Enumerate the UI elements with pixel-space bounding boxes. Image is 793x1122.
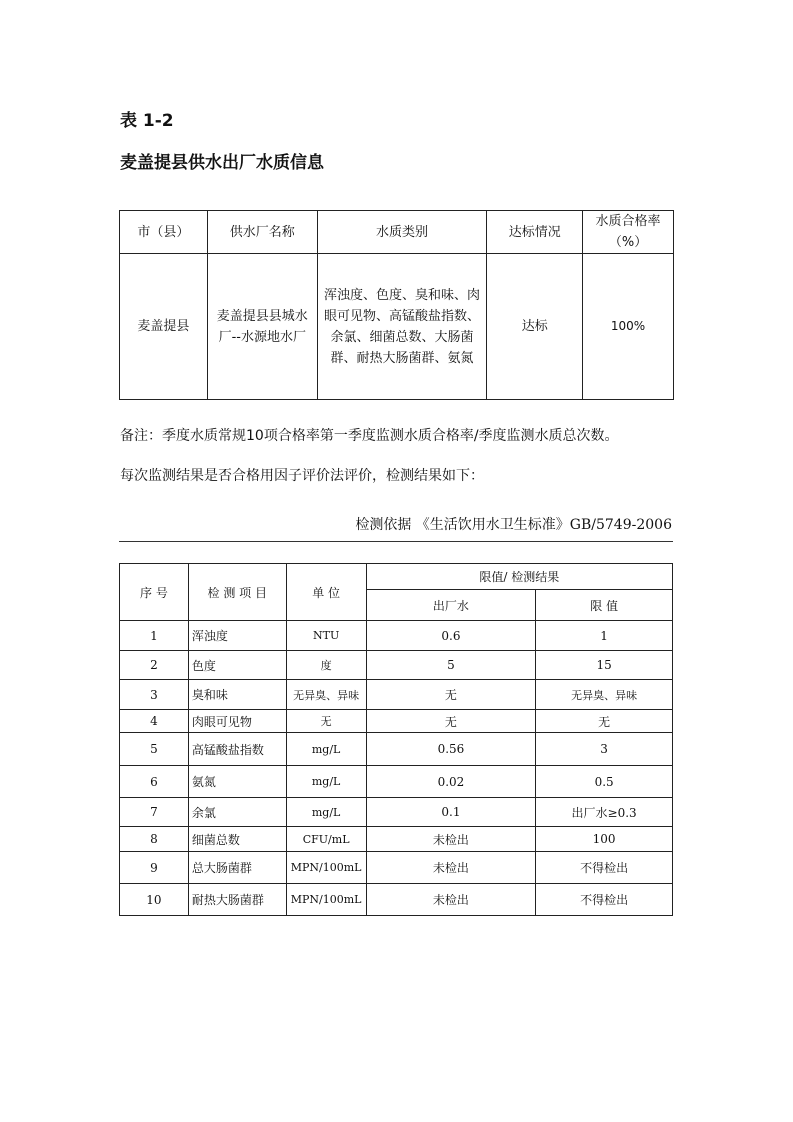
table-row	[120, 884, 673, 916]
row-limit: 15	[536, 651, 673, 680]
row-limit: 无异臭、异味	[536, 680, 673, 710]
row-no: 3	[120, 680, 189, 710]
row-item: 肉眼可见物	[188, 710, 286, 733]
header-item: 检 测 项 目	[188, 564, 286, 621]
table-row	[120, 621, 673, 651]
row-no: 10	[120, 884, 189, 916]
row-no: 6	[120, 766, 189, 798]
header-category: 水质类别	[317, 211, 487, 254]
row-unit: mg/L	[286, 766, 366, 798]
row-limit: 100	[536, 827, 673, 852]
header-rate-line1: 水质合格率	[595, 214, 661, 229]
row-outlet: 0.6	[366, 621, 536, 651]
row-item: 色度	[188, 651, 286, 680]
row-no: 8	[120, 827, 189, 852]
row-outlet: 0.56	[366, 733, 536, 766]
header-status: 达标情况	[487, 211, 583, 254]
row-unit: CFU/mL	[286, 827, 366, 852]
table-row	[120, 852, 673, 884]
table-row	[120, 798, 673, 827]
row-no: 4	[120, 710, 189, 733]
header-rate-line2: （%）	[608, 235, 648, 250]
row-item: 浑浊度	[188, 621, 286, 651]
row-outlet: 未检出	[366, 884, 536, 916]
summary-header-row	[120, 211, 674, 254]
row-item: 臭和味	[188, 680, 286, 710]
row-unit: 无异臭、异味	[286, 680, 366, 710]
header-unit: 单 位	[286, 564, 366, 621]
table-row	[120, 710, 673, 733]
table-row	[120, 680, 673, 710]
row-item: 高锰酸盐指数	[188, 733, 286, 766]
cell-city: 麦盖提县	[120, 254, 208, 400]
table-row	[120, 733, 673, 766]
row-limit: 不得检出	[536, 852, 673, 884]
detail-table	[119, 563, 673, 916]
row-outlet: 0.02	[366, 766, 536, 798]
header-no: 序 号	[120, 564, 189, 621]
row-unit: 无	[286, 710, 366, 733]
row-no: 7	[120, 798, 189, 827]
row-outlet: 无	[366, 710, 536, 733]
header-limit: 限 值	[536, 590, 673, 621]
header-city: 市（县）	[120, 211, 208, 254]
page-title: 麦盖提县供水出厂水质信息	[120, 153, 324, 173]
row-limit: 出厂水≥0.3	[536, 798, 673, 827]
test-basis: 检测依据 《生活饮用水卫生标准》GB/5749-2006	[355, 517, 672, 533]
row-outlet: 未检出	[366, 827, 536, 852]
cell-category: 浑浊度、色度、臭和味、肉眼可见物、高锰酸盐指数、余氯、细菌总数、大肠菌群、耐热大肠菌群、氨氮	[317, 254, 487, 400]
row-limit: 无	[536, 710, 673, 733]
row-item: 余氯	[188, 798, 286, 827]
row-unit: mg/L	[286, 733, 366, 766]
row-outlet: 0.1	[366, 798, 536, 827]
summary-data-row	[120, 254, 674, 400]
row-no: 5	[120, 733, 189, 766]
cell-status: 达标	[487, 254, 583, 400]
row-unit: MPN/100mL	[286, 852, 366, 884]
detail-header-row-1	[120, 564, 673, 590]
table-row	[120, 651, 673, 680]
header-plant: 供水厂名称	[207, 211, 317, 254]
header-rate	[583, 211, 674, 254]
row-item: 氨氮	[188, 766, 286, 798]
row-limit: 不得检出	[536, 884, 673, 916]
row-outlet: 5	[366, 651, 536, 680]
row-no: 2	[120, 651, 189, 680]
row-item: 细菌总数	[188, 827, 286, 852]
row-limit: 3	[536, 733, 673, 766]
row-item: 总大肠菌群	[188, 852, 286, 884]
row-outlet: 未检出	[366, 852, 536, 884]
row-no: 1	[120, 621, 189, 651]
cell-rate: 100%	[583, 254, 674, 400]
row-unit: NTU	[286, 621, 366, 651]
table-row	[120, 766, 673, 798]
row-outlet: 无	[366, 680, 536, 710]
note-remark: 备注：季度水质常规10项合格率第一季度监测水质合格率/季度监测水质总次数。	[120, 428, 619, 444]
header-group: 限值/ 检测结果	[366, 564, 672, 590]
row-unit: 度	[286, 651, 366, 680]
row-limit: 1	[536, 621, 673, 651]
row-limit: 0.5	[536, 766, 673, 798]
row-unit: MPN/100mL	[286, 884, 366, 916]
row-no: 9	[120, 852, 189, 884]
row-item: 耐热大肠菌群	[188, 884, 286, 916]
summary-table	[119, 210, 674, 400]
note-evaluation: 每次监测结果是否合格用因子评价法评价，检测结果如下：	[120, 468, 484, 484]
cell-plant: 麦盖提县县城水厂--水源地水厂	[207, 254, 317, 400]
table-row	[120, 827, 673, 852]
table-number-heading: 表 1-2	[120, 111, 174, 131]
divider	[119, 541, 673, 542]
row-unit: mg/L	[286, 798, 366, 827]
header-outlet: 出厂水	[366, 590, 536, 621]
